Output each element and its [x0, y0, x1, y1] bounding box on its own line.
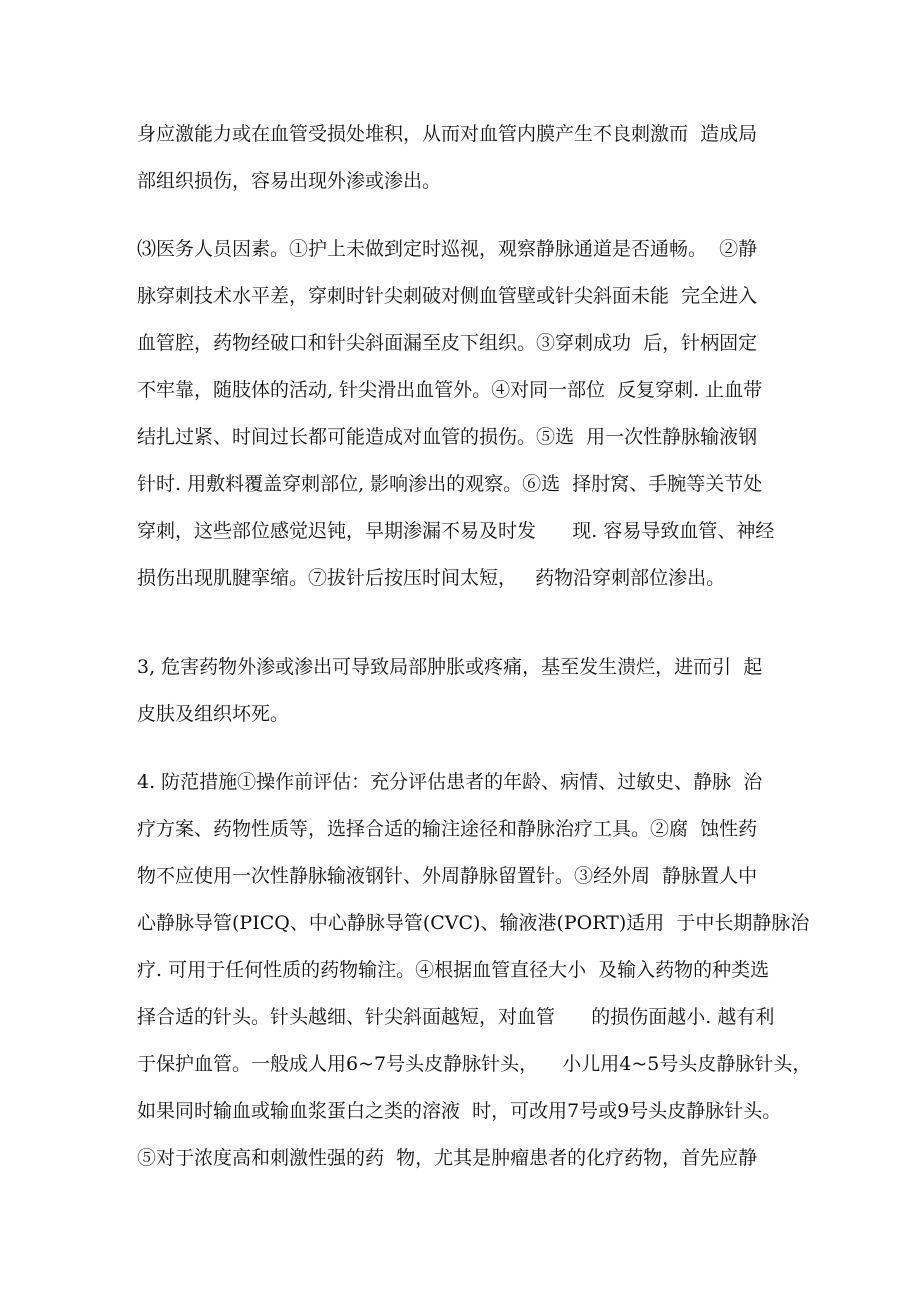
text-line: 损伤出现肌腱挛缩。⑦拔针后按压时间太短， 药物沿穿刺部位渗出。: [137, 567, 726, 589]
paragraph-prevention-measures: [137, 759, 817, 1182]
text-line: 疗. 可用于任何性质的药物输注。④根据血管直径大小 及输入药物的种类选: [137, 959, 770, 981]
text-line: 择合适的针头。针头越细、针尖斜面越短，对血管 的损伤面越小. 越有利: [137, 1006, 775, 1028]
text-line: 4. 防范措施①操作前评估：充分评估患者的年龄、病情、过敏史、静脉 治: [137, 771, 763, 793]
text-line: 物不应使用一次性静脉输液钢针、外周静脉留置针。③经外周 静脉置人中: [137, 865, 758, 887]
text-line: 部组织损伤，容易出现外渗或渗出。: [137, 170, 442, 192]
text-line: 不牢靠，随肢体的活动, 针尖滑出血管外。④对同一部位 反复穿刺. 止血带: [137, 379, 763, 401]
text-line: 3, 危害药物外渗或渗出可导致局部肿胀或疼痛，基至发生溃烂，进而引 起: [137, 656, 763, 678]
paragraph-hazards: [137, 644, 817, 738]
paragraph-medical-staff-factors: [137, 226, 817, 602]
text-line: 心静脉导管(PICQ、中心静脉导管(CVC)、输液港(PORT)适用 于中长期静脉治: [137, 912, 810, 934]
text-line: 结扎过紧、时间过长都可能造成对血管的损伤。⑤选 用一次性静脉输液钢: [137, 426, 758, 448]
text-line: 皮肤及组织坏死。: [137, 703, 290, 725]
paragraph-continued-text: [137, 111, 817, 205]
text-line: ⑤对于浓度高和刺激性强的药 物，尤其是肿瘤患者的化疗药物，首先应静: [137, 1147, 758, 1169]
text-line: 血管腔，药物经破口和针尖斜面漏至皮下组织。③穿刺成功 后，针柄固定: [137, 332, 758, 354]
text-line: 脉穿刺技术水平差，穿刺时针尖刺破对侧血管壁或针尖斜面未能 完全进入: [137, 285, 758, 307]
text-line: 于保护血管。一般成人用6~7号头皮静脉针头， 小儿用4~5号头皮静脉针头，: [137, 1053, 812, 1075]
text-line: 疗方案、药物性质等，选择合适的输注途径和静脉治疗工具。②腐 蚀性药: [137, 818, 758, 840]
text-line: 如果同时输血或输血浆蛋白之类的溶液 时，可改用7号或9号头皮静脉针头。: [137, 1100, 782, 1122]
text-line: 穿刺，这些部位感觉迟钝，早期渗漏不易及时发 现. 容易导致血管、神经: [137, 520, 775, 542]
text-line: ⑶医务人员因素。①护上未做到定时巡视，观察静脉通道是否通畅。 ②静: [137, 238, 758, 260]
text-line: 身应激能力或在血管受损处堆积，从而对血管内膜产生不良刺激而 造成局: [137, 123, 758, 145]
text-line: 针时. 用敷料覆盖穿刺部位, 影响渗出的观察。⑥选 择肘窝、手腕等关节处: [137, 473, 763, 495]
